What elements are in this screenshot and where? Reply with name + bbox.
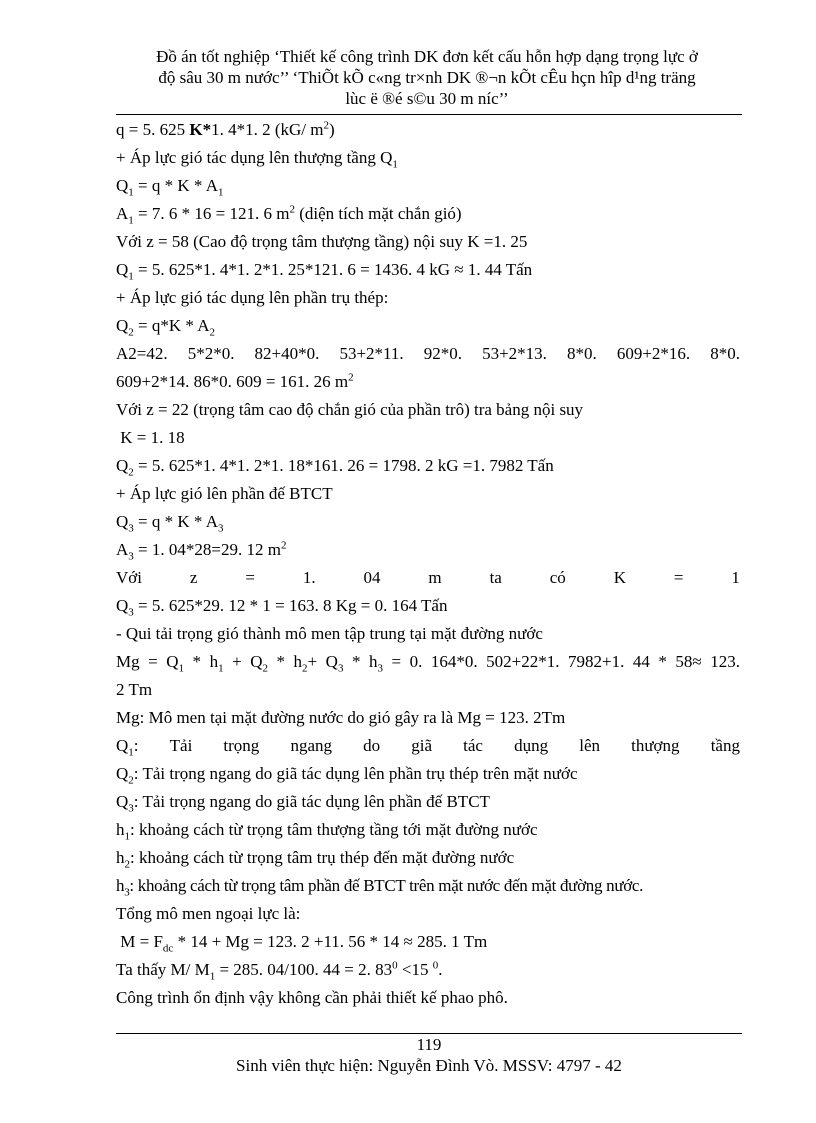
page-header bbox=[112, 46, 742, 109]
formula-mg-line-1: $Mg = Q_1 * h_1 + Q_2 * h_2+ Q_3 * h_3 = 0$. 164*0. 502+22*1. 7982+1. 44 * 58≈ 123. bbox=[116, 652, 741, 675]
heading-wind-concrete-base: + Áp lực gió lên phần đế BTCT bbox=[116, 484, 333, 503]
header-line-1: Đồ án tốt nghiệp ‘Thiết kế công trình DK đơn kết cấu hỗn hợp dạng trọng lực ở bbox=[156, 47, 698, 66]
text-q2-definition: $Q_2$: Tải trọng ngang do giã tác dụng lên phần trụ thép trên mặt nước bbox=[116, 764, 578, 787]
text-q1-definition: $Q_1$: Tải trọng ngang do giã tác dụng lên thượng tầng bbox=[116, 736, 740, 759]
formula-q: q = 5. 625 K*1. 4*1. 2 (kG/ $m^2$) bbox=[116, 119, 335, 139]
heading-moment: - Qui tải trọng gió thành mô men tập trung tại mặt đường nước bbox=[116, 624, 543, 643]
page-number: 119 bbox=[416, 1035, 442, 1054]
text-k-interpolation-2: Với z = 22 (trọng tâm cao độ chắn gió của phần trô) tra bảng nội suy bbox=[116, 400, 584, 419]
text-mg-definition: Mg: Mô men tại mặt đường nước do gió gây ra là Mg = 123. 2Tm bbox=[116, 708, 566, 727]
text-q3-definition: $Q_3$: Tải trọng ngang do giã tác dụng lên phần đế BTCT bbox=[116, 792, 490, 815]
formula-q3: $Q_3 = q * K * A_3$ bbox=[116, 512, 224, 535]
text-z-k-justified: Với z = 1. 04 m ta có K = 1 bbox=[116, 568, 740, 587]
value-k-2: K = 1. 18 bbox=[116, 428, 185, 447]
header-line-2: độ sâu 30 m nước’’ ‘ThiÕt kÕ c«ng tr×nh DK ®¬n kÕt cÊu hçn hîp d¹ng träng bbox=[158, 68, 696, 87]
header-rule bbox=[116, 114, 742, 115]
text-h2-definition: $h_2$: khoảng cách từ trọng tâm trụ thép đến mặt đường nước bbox=[116, 848, 515, 871]
formula-a2-line-1: A2=42. 5*2*0. 82+40*0. 53+2*11. 92*0. 53+2*13. 8*0. 609+2*16. 8*0. bbox=[116, 344, 740, 363]
result-q1: $Q_1 = 5$. 625*1. 4*1. 2*1. 25*121. 6 = 1436. 4 kG ≈ 1. 44 Tấn bbox=[116, 260, 533, 283]
heading-wind-steel-leg: + Áp lực gió tác dụng lên phần trụ thép: bbox=[116, 288, 389, 307]
page-footer: Sinh viên thực hiện: Nguyễn Đình Vò. MSSV: 4797 - 42 bbox=[236, 1056, 622, 1075]
formula-mg-line-2: 2 Tm bbox=[116, 680, 153, 699]
text-h1-definition: $h_1$: khoảng cách từ trọng tâm thượng tầng tới mặt đường nước bbox=[116, 820, 538, 843]
footer-rule bbox=[116, 1033, 742, 1034]
formula-q1: $Q_1 = q * K * A_1$ bbox=[116, 176, 224, 199]
formula-a3: $A_3 = 1$. 04*28=29. 12 $m^2$ bbox=[116, 539, 287, 563]
text-h3-definition: $h_3$: khoảng cách từ trọng tâm phần đế BTCT trên mặt nước đến mặt đường nước. bbox=[116, 876, 644, 899]
formula-a2-line-2: 609+2*14. 86*0. 609 = 161. 26 $m^2$ bbox=[116, 371, 354, 391]
result-q3: $Q_3 = 5$. 625*29. 12 * 1 = 163. 8 Kg = 0. 164 Tấn bbox=[116, 596, 448, 619]
text-k-interpolation-1: Với z = 58 (Cao độ trọng tâm thượng tầng) nội suy K =1. 25 bbox=[116, 232, 528, 251]
result-q2: $Q_2 = 5$. 625*1. 4*1. 2*1. 18*161. 26 = 1798. 2 kG =1. 7982 Tấn bbox=[116, 456, 554, 479]
formula-m: $M = F_{dc} * 14 + Mg = 123$. 2 +11. 56 * 14 ≈ 285. 1 Tm bbox=[116, 932, 488, 955]
document-body bbox=[116, 116, 740, 1012]
formula-a1: $A_1 = 7$. 6 * 16 = 121. 6 $m^2$ (diện tích mặt chắn gió) bbox=[116, 203, 462, 227]
text-conclusion: Công trình ổn định vậy không cần phải thiết kế phao phô. bbox=[116, 988, 508, 1007]
formula-ratio: Ta thấy M/ $M_1 = 285$. 04/100. 44 = 2. $83^0 <15$ $^0$. bbox=[116, 959, 443, 983]
header-line-3: lùc ë ®é s©u 30 m níc’’ bbox=[345, 89, 509, 108]
formula-q2: $Q_2 = q*K * A_2$ bbox=[116, 316, 215, 339]
text-total-moment: Tổng mô men ngoại lực là: bbox=[116, 904, 301, 923]
heading-wind-superstructure: + Áp lực gió tác dụng lên thượng tầng $Q_1$ bbox=[116, 148, 398, 171]
